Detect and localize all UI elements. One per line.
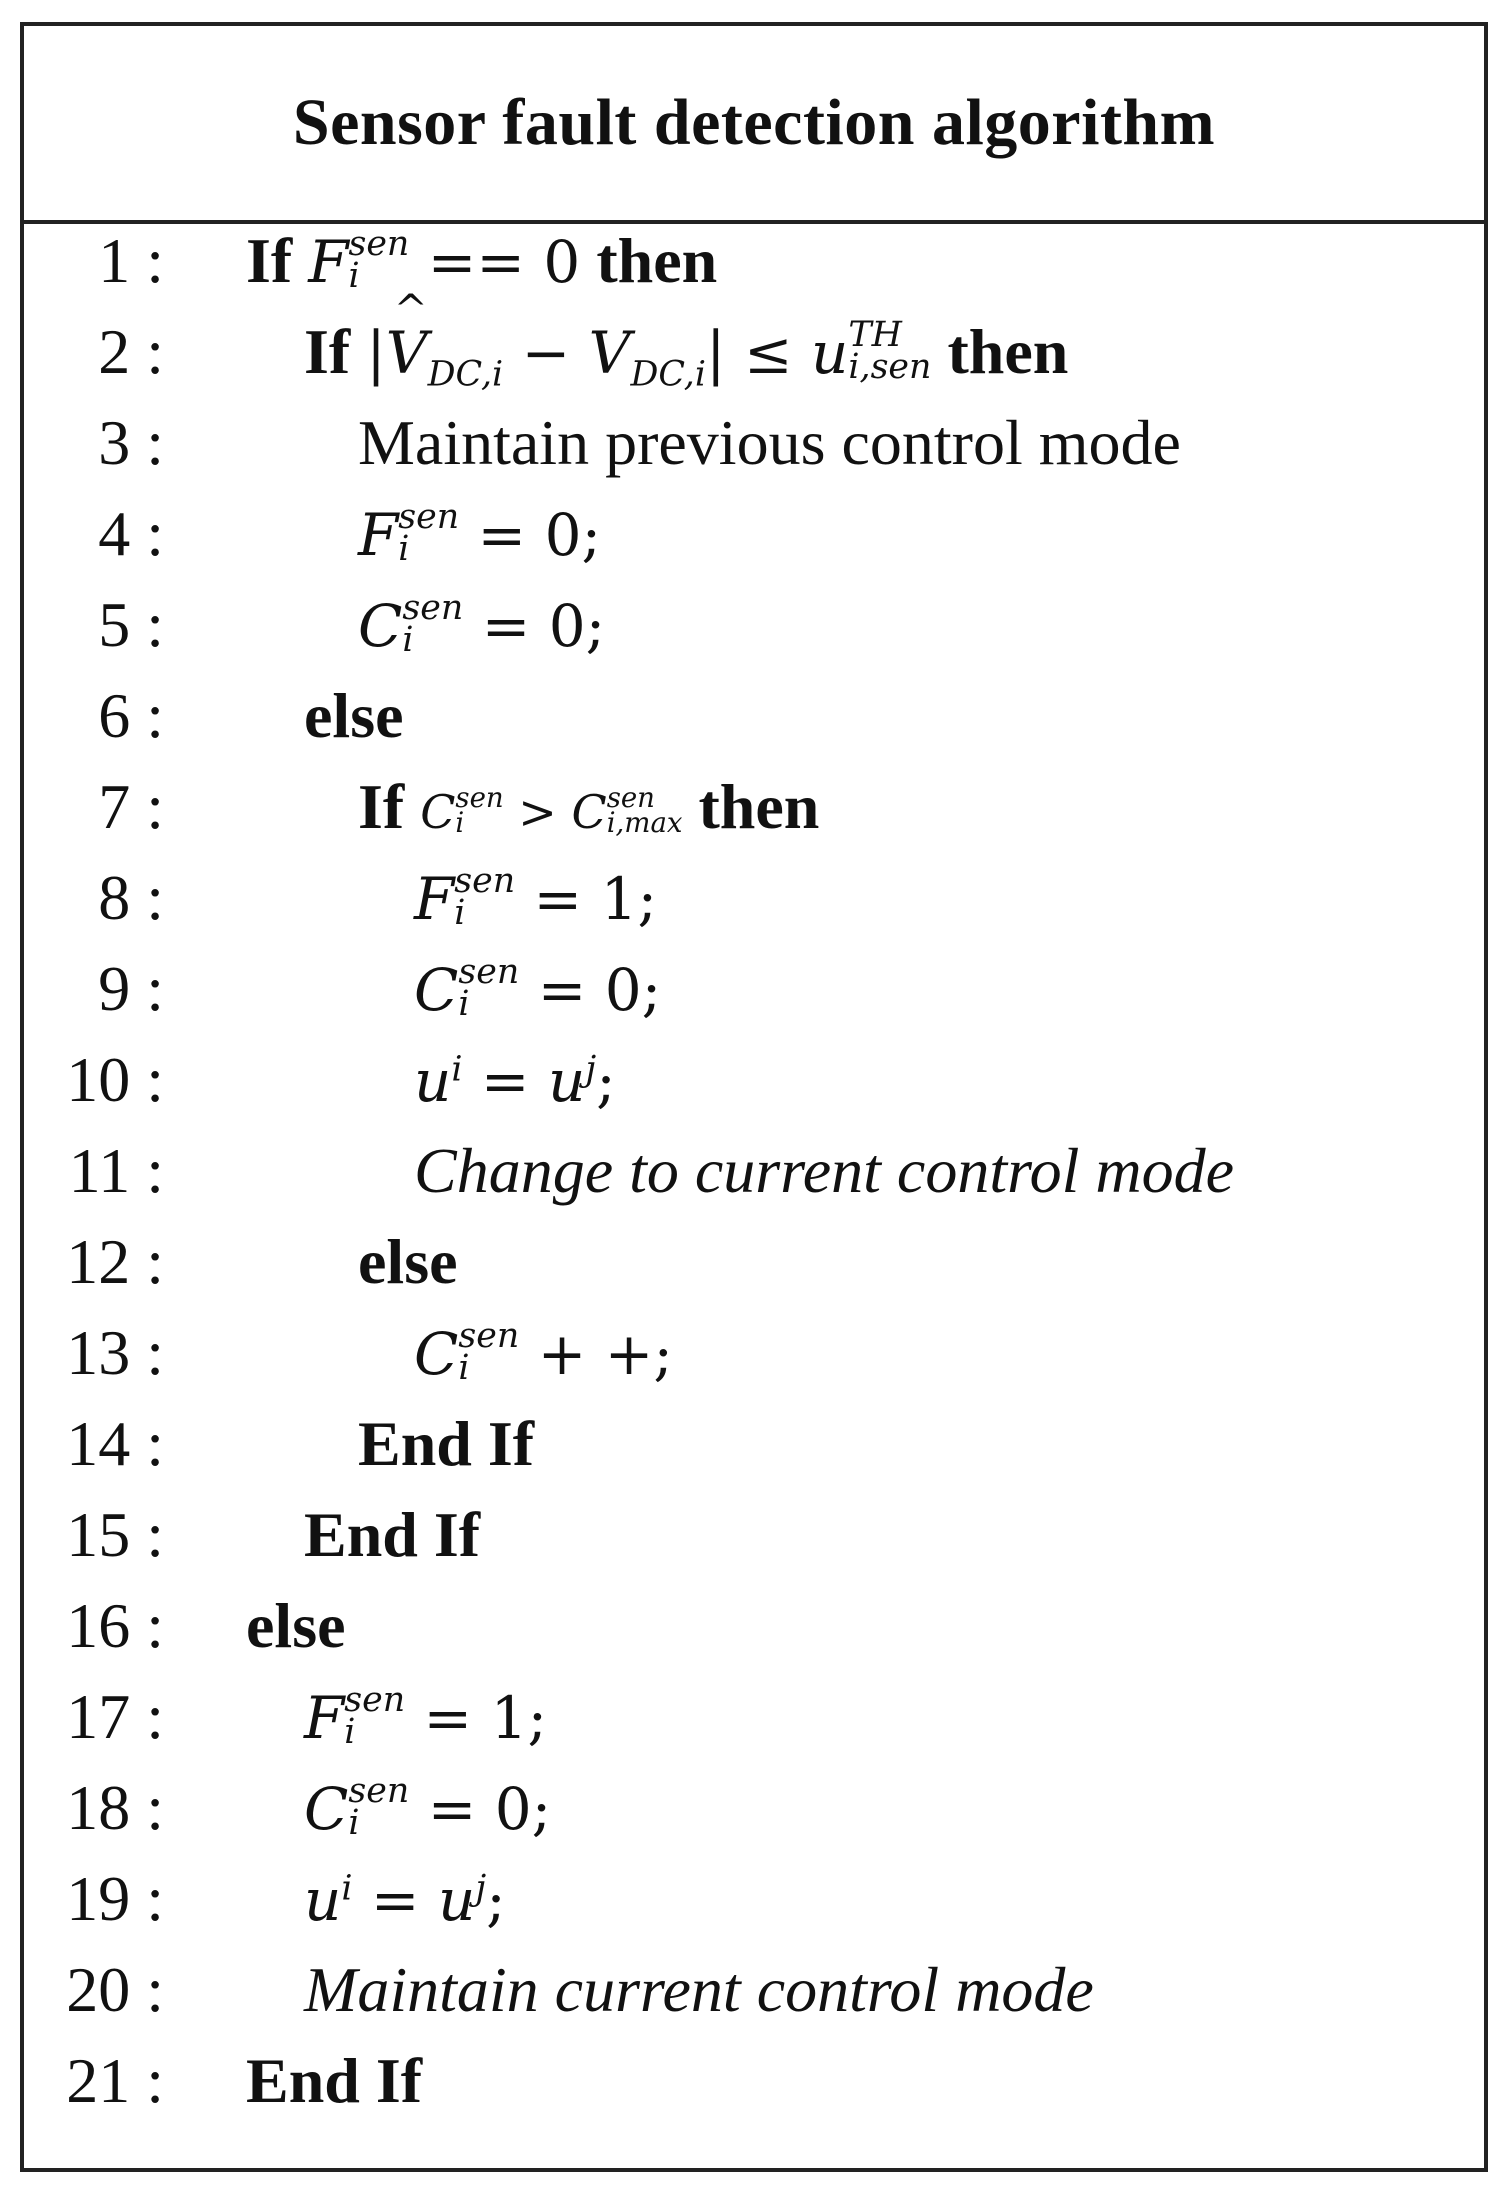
line-number: 1 : [98,225,164,296]
keyword: else [304,680,404,751]
keyword: End If [358,1408,535,1479]
line-number: 9 : [98,953,164,1024]
line-code: F sen i = 0; [358,497,602,569]
line-number: 13 : [66,1317,164,1388]
keyword: else [358,1226,458,1297]
keyword: then [947,316,1069,387]
algo-line-2 [24,315,1484,405]
line-code: C sen i = 0; [358,588,606,660]
line-number: 20 : [66,1954,164,2025]
keyword: else [246,1590,346,1661]
algo-line-21 [24,2044,1484,2134]
keyword: then [698,771,820,842]
math-symbol: C sen i [304,1771,410,1843]
algorithm-title: Sensor fault detection algorithm [292,86,1216,159]
keyword: then [596,225,718,296]
math-symbol: C sen i [414,1316,520,1388]
algo-line-8 [24,861,1484,951]
line-number: 16 : [66,1590,164,1661]
math-symbol: ^ $V_{DC,i}$ [386,319,503,387]
line-number: 14 : [66,1408,164,1479]
algo-line-10 [24,1043,1484,1133]
line-number: 11 : [68,1135,164,1206]
algo-line-12 [24,1225,1484,1315]
math-symbol: C sen i,max [571,780,683,839]
algo-line-4 [24,497,1484,587]
line-code: If |^ $V_{DC,i} - V_{DC,i}| \le u$ TH i,sen then [304,315,1068,389]
keyword: If [358,771,405,842]
math-symbol: C sen i [420,780,504,839]
line-number: 12 : [66,1226,164,1297]
algo-line-14 [24,1407,1484,1497]
line-number: 21 : [66,2045,164,2116]
math-symbol: F sen i [304,1680,406,1752]
line-text: Change to current control mode [414,1135,1235,1206]
line-number: 6 : [98,680,164,751]
algo-line-17 [24,1680,1484,1770]
math-symbol: F sen i [414,861,516,933]
algo-line-1 [24,224,1484,314]
math-symbol: $u^i$ [414,1047,463,1115]
line-number: 7 : [98,771,164,842]
line-text: Maintain previous control mode [358,407,1181,478]
line-number: 10 : [66,1044,164,1115]
math-symbol: $u^j$ [547,1047,597,1115]
algo-line-7 [24,770,1484,860]
algo-line-20 [24,1953,1484,2043]
algo-line-5 [24,588,1484,678]
algo-line-9 [24,952,1484,1042]
line-code: $u^i = u^j$; [304,1866,506,1934]
algorithm-box [20,22,1488,2172]
line-code [246,224,717,298]
line-number: 5 : [98,589,164,660]
line-code: F sen i = 1; [304,1680,548,1752]
math-symbol: C sen i [358,588,464,660]
line-text: Maintain current control mode [304,1954,1094,2025]
math-operator: == 0 [409,228,581,296]
keyword: If [246,225,293,296]
line-code: C sen i + +; [414,1316,673,1388]
algo-line-15 [24,1498,1484,1588]
algo-line-13 [24,1316,1484,1406]
line-number: 17 : [66,1681,164,1752]
line-code: C sen i = 0; [414,952,662,1024]
math-symbol: u TH i,sen [811,315,932,387]
math-symbol: $V_{DC,i}$ [588,319,706,395]
algo-line-11 [24,1134,1484,1224]
line-number: 3 : [98,407,164,478]
algorithm-header [24,26,1484,224]
math-symbol: $u^i$ [304,1866,353,1934]
line-number: 18 : [66,1772,164,1843]
line-code: F sen i = 1; [414,861,658,933]
algo-line-18 [24,1771,1484,1861]
line-code: C sen i = 0; [304,1771,552,1843]
line-number: 19 : [66,1863,164,1934]
keyword: End If [304,1499,481,1570]
line-code: If C sen i > C sen i,max then [358,771,820,842]
algo-line-16 [24,1589,1484,1679]
algo-line-3 [24,406,1484,496]
math-symbol: F sen i [308,224,410,296]
line-number: 2 : [98,316,164,387]
algo-line-6 [24,679,1484,769]
line-number: 4 : [98,498,164,569]
math-symbol: C sen i [414,952,520,1024]
line-number: 15 : [66,1499,164,1570]
math-symbol: F sen i [358,497,460,569]
keyword: End If [246,2045,423,2116]
keyword: If [304,316,351,387]
line-number: 8 : [98,862,164,933]
algo-line-19 [24,1862,1484,1952]
line-code: $u^i = u^j$; [414,1047,616,1115]
math-symbol: $u^j$ [437,1866,487,1934]
